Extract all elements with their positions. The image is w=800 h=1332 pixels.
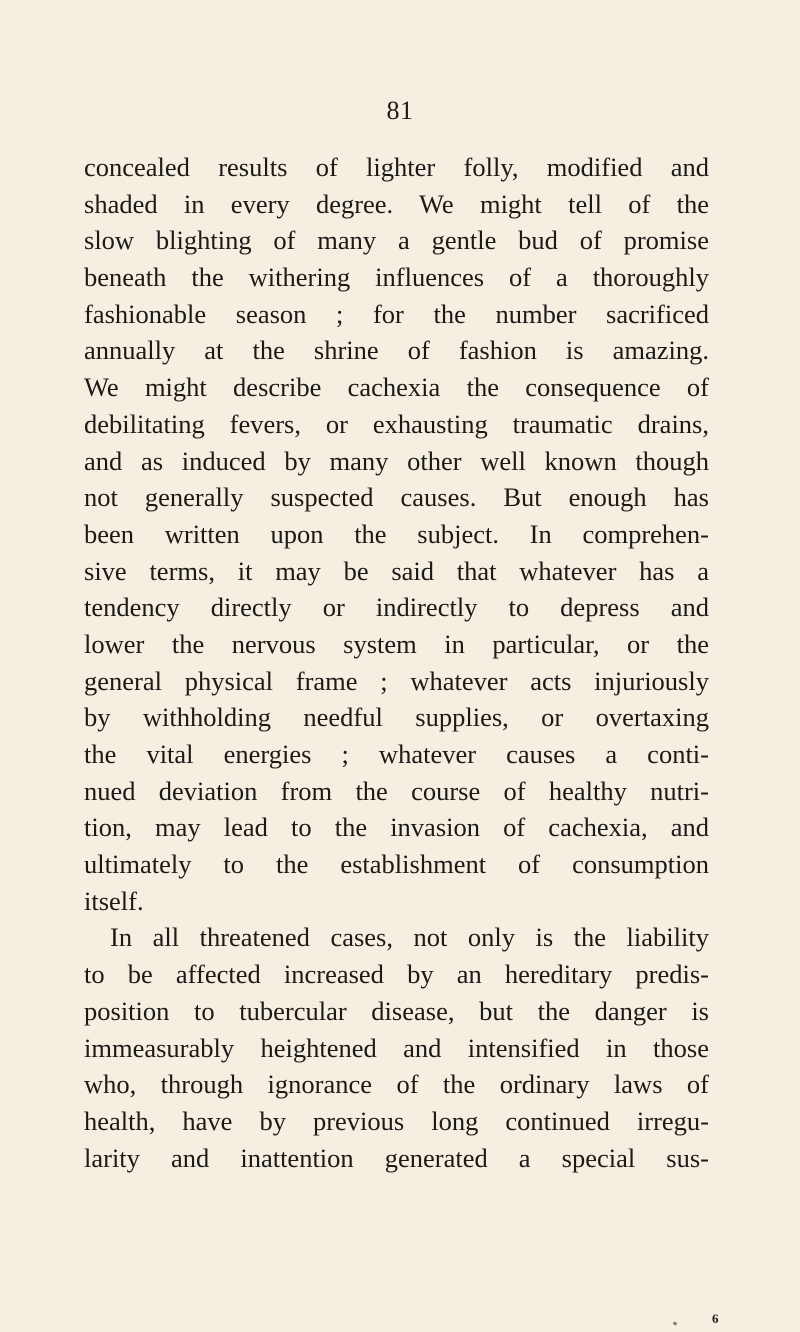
text-line: been written upon the subject. In comprehen-: [84, 518, 709, 549]
text-line: health, have by previous long continued irregu-: [84, 1105, 709, 1136]
ink-speck: [673, 1321, 678, 1326]
text-line: concealed results of lighter folly, modified and: [84, 152, 709, 182]
text-line: nued deviation from the course of healthy nutri-: [84, 775, 709, 806]
text-line: who, through ignorance of the ordinary laws of: [84, 1069, 709, 1100]
text-line: to be affected increased by an hereditary predis-: [84, 959, 709, 990]
text-line: In all threatened cases, not only is the liability: [110, 922, 709, 953]
text-line: larity and inattention generated a special sus-: [84, 1142, 709, 1173]
text-line: fashionable season ; for the number sacrificed: [84, 298, 709, 329]
text-line: lower the nervous system in particular, or the: [84, 628, 709, 659]
text-line: not generally suspected causes. But enough has: [84, 482, 709, 513]
text-line: tion, may lead to the invasion of cachexia, and: [84, 812, 709, 843]
text-line: We might describe cachexia the consequence of: [84, 372, 709, 403]
text-line: slow blighting of many a gentle bud of promise: [84, 225, 709, 256]
text-line: the vital energies ; whatever causes a conti-: [84, 739, 709, 769]
signature-mark: 6: [712, 1311, 719, 1326]
text-line: immeasurably heightened and intensified in those: [84, 1032, 709, 1063]
text-line: by withholding needful supplies, or overtaxing: [84, 702, 709, 733]
text-line: itself.: [84, 885, 144, 916]
page-number: 81: [386, 96, 414, 125]
text-line: position to tubercular disease, but the danger is: [84, 995, 709, 1026]
text-line: sive terms, it may be said that whatever has a: [84, 555, 709, 586]
text-line: and as induced by many other well known though: [84, 445, 709, 476]
text-line: tendency directly or indirectly to depress and: [84, 592, 709, 623]
text-line: ultimately to the establishment of consumption: [84, 849, 709, 880]
body-text: [84, 149, 709, 1176]
text-line: shaded in every degree. We might tell of the: [84, 188, 709, 219]
text-line: general physical frame ; whatever acts injuriously: [84, 665, 709, 696]
text-line: beneath the withering influences of a thoroughly: [84, 262, 709, 293]
text-line: debilitating fevers, or exhausting traumatic drains,: [84, 408, 709, 439]
text-line: annually at the shrine of fashion is amazing.: [84, 335, 709, 366]
